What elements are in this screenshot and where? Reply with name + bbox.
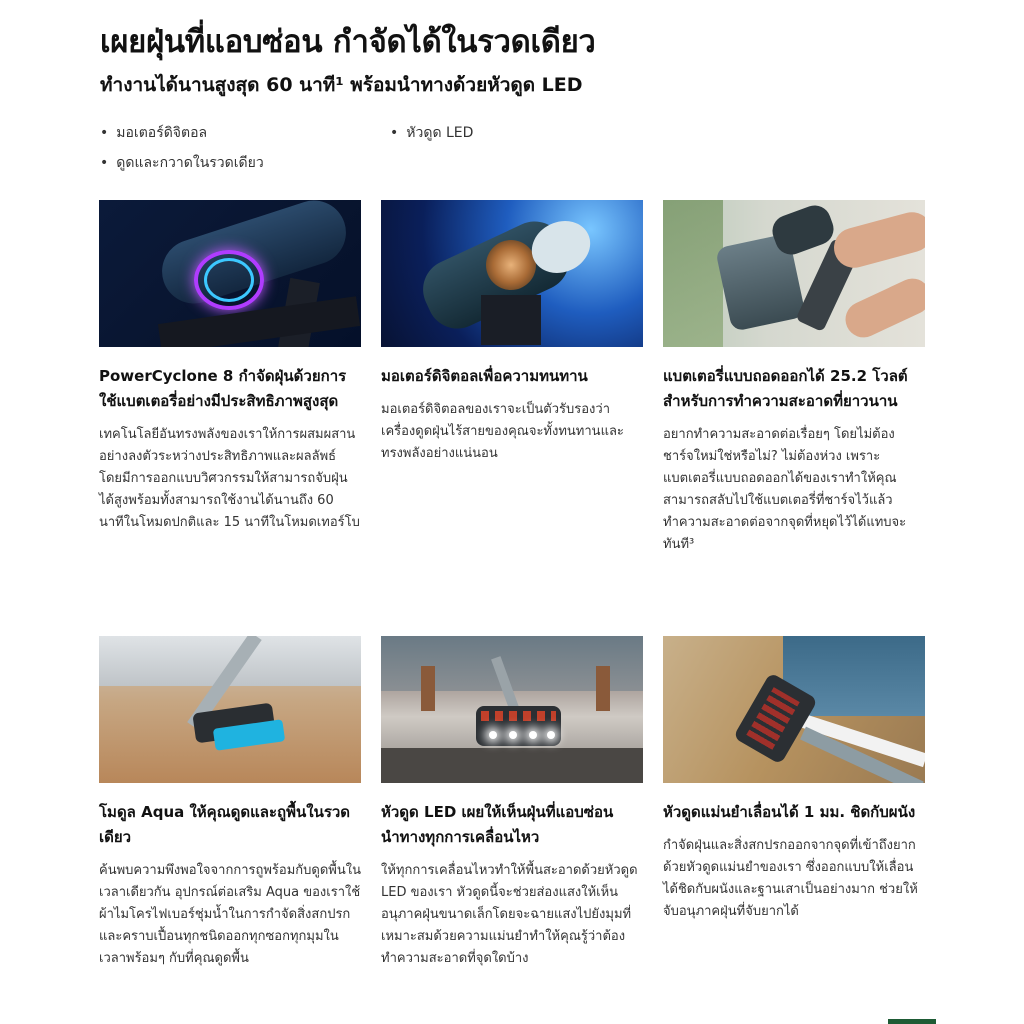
feature-bullet-list bbox=[100, 120, 620, 184]
feature-title: PowerCyclone 8 กำจัดฝุ่นด้วยการใช้แบตเตอรี่อย่างมีประสิทธิภาพสูงสุด bbox=[99, 367, 347, 410]
feature-text: มอเตอร์ดิจิตอลของเราจะเป็นตัวรับรองว่าเครื่องดูดฝุ่นไร้สายของคุณจะทั้งทนทานและทรงพลังอย่างแน่นอน bbox=[381, 402, 624, 461]
feature-text: กำจัดฝุ่นและสิ่งสกปรกออกจากจุดที่เข้าถึงยากด้วยหัวดูดแม่นยำของเรา ซึ่งออกแบบให้เลื่อนได้ชิดกับผนังและฐานเสาเป็นอย่างมาก ช่วยให้จับอนุภาคฝุ่นที่จับยากได้ bbox=[663, 838, 918, 919]
feature-title: แบตเตอรี่แบบถอดออกได้ 25.2 โวลต์สำหรับการทำความสะอาดที่ยาวนาน bbox=[663, 367, 908, 410]
bullet-digital-motor: • มอเตอร์ดิจิตอล bbox=[100, 122, 207, 144]
bullet-led-nozzle: • หัวดูด LED bbox=[390, 122, 473, 144]
feature-text: ค้นพบความพึงพอใจจากการถูพร้อมกับดูดพื้นในเวลาเดียวกัน อุปกรณ์ต่อเสริม Aqua ของเราใช้ผ้าไมโครไฟเบอร์ชุ่มน้ำในการกำจัดสิ่งสกปรกและคราบเปื้อนทุกชนิดออกทุกซอกทุกมุมในเวลาพร้อมๆ กับที่คุณดูดพื้น bbox=[99, 863, 361, 966]
aqua-module-image bbox=[99, 636, 361, 783]
feature-card-led-nozzle bbox=[381, 636, 643, 970]
feature-card-precision-nozzle bbox=[663, 636, 925, 923]
feature-title: มอเตอร์ดิจิตอลเพื่อความทนทาน bbox=[381, 367, 588, 385]
powercyclone-image bbox=[99, 200, 361, 347]
chat-tab[interactable] bbox=[888, 1019, 936, 1024]
feature-card-powercyclone bbox=[99, 200, 361, 534]
bullet-vacuum-sweep: • ดูดและกวาดในรวดเดียว bbox=[100, 152, 264, 174]
feature-card-battery bbox=[663, 200, 925, 556]
page-subtitle: ทำงานได้นานสูงสุด 60 นาที¹ พร้อมนำทางด้วยหัวดูด LED bbox=[100, 74, 583, 96]
feature-title: หัวดูดแม่นยำเลื่อนได้ 1 มม. ชิดกับผนัง bbox=[663, 803, 916, 821]
feature-text: เทคโนโลยีอันทรงพลังของเราให้การผสมผสานอย่างลงตัวระหว่างประสิทธิภาพและผลลัพธ์ โดยมีการออกแบบวิศวกรรมให้สามารถจับฝุ่นได้สูงพร้อมทั้งสามารถใช้งานได้นานถึง 60 นาทีในโหมดปกติและ 15 นาทีในโหมดเทอร์โบ bbox=[99, 427, 360, 530]
feature-card-aqua bbox=[99, 636, 361, 970]
feature-text: ให้ทุกการเคลื่อนไหวทำให้พื้นสะอาดด้วยหัวดูด LED ของเรา หัวดูดนี้จะช่วยส่องแสงให้เห็นอนุภาคฝุ่นขนาดเล็กโดยจะฉายแสงไปยังมุมที่เหมาะสมด้วยความแม่นยำทำให้คุณรู้ว่าต้องทำความสะอาดที่จุดใดบ้าง bbox=[381, 863, 638, 966]
led-nozzle-image bbox=[381, 636, 643, 783]
battery-image bbox=[663, 200, 925, 347]
precision-nozzle-image bbox=[663, 636, 925, 783]
feature-card-digital-motor bbox=[381, 200, 643, 465]
page-title: เผยฝุ่นที่แอบซ่อน กำจัดได้ในรวดเดียว bbox=[100, 24, 596, 60]
feature-title: โมดูล Aqua ให้คุณดูดและถูพื้นในรวดเดียว bbox=[99, 803, 351, 846]
feature-text: อยากทำความสะอาดต่อเรื่อยๆ โดยไม่ต้องชาร์จใหม่ใช่หรือไม่? ไม่ต้องห่วง เพราะแบตเตอรี่แบบถอดออกได้ของเราทำให้คุณสามารถสลับไปใช้แบตเตอรี่ที่ชาร์จไว้แล้วทำความสะอาดต่อจากจุดที่หยุดไว้ได้แทบจะทันที³ bbox=[663, 427, 907, 552]
digital-motor-image bbox=[381, 200, 643, 347]
feature-title: หัวดูด LED เผยให้เห็นฝุ่นที่แอบซ่อน นำทางทุกการเคลื่อนไหว bbox=[381, 803, 614, 846]
